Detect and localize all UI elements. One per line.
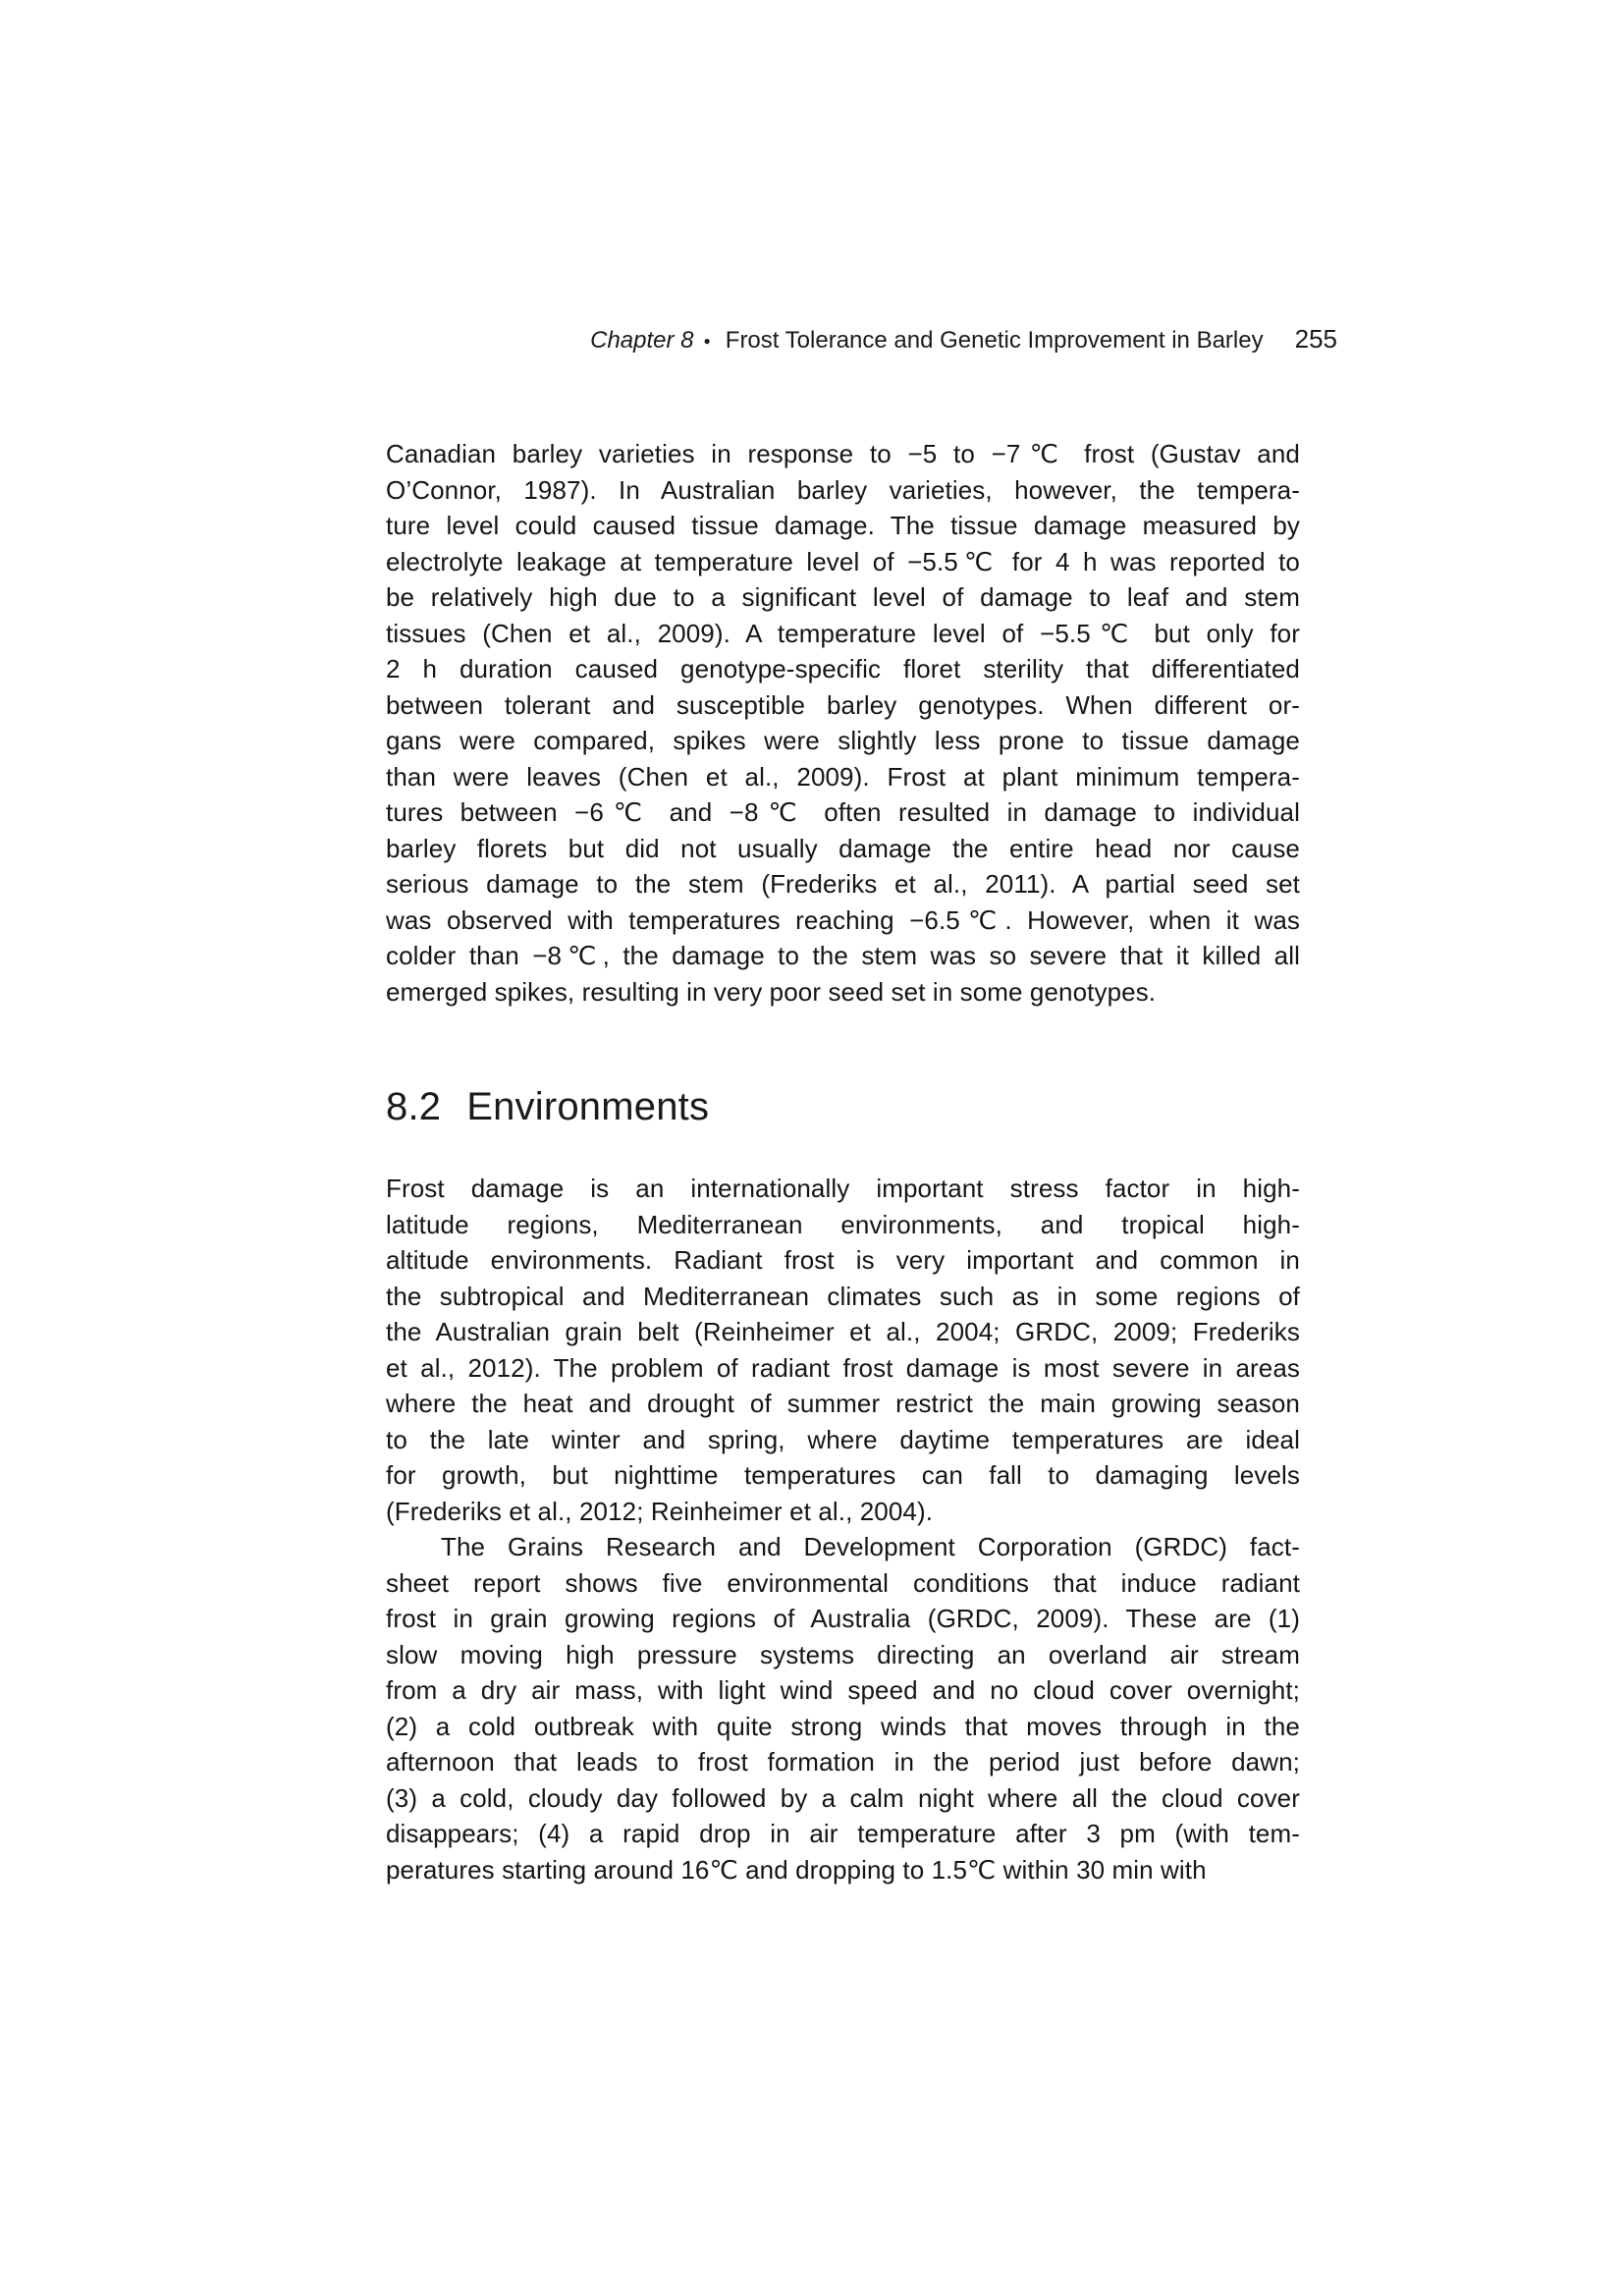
text-line: emerged spikes, resulting in very poor seed set in some genotypes. xyxy=(386,976,1157,1007)
text-line: the Australian grain belt (Reinheimer et al., 2004; GRDC, 2009; Frederiks xyxy=(386,1317,1300,1346)
text-line: (2) a cold outbreak with quite strong winds that moves through in the xyxy=(386,1711,1300,1741)
text-line: (3) a cold, cloudy day followed by a calm night where all the cloud cover xyxy=(386,1782,1300,1813)
text-line: (Frederiks et al., 2012; Reinheimer et al., 2004). xyxy=(386,1496,934,1526)
bullet-separator-icon: ● xyxy=(703,334,711,348)
text-line: Frost damage is an internationally important stress factor in high- xyxy=(386,1174,1300,1203)
text-line: to the late winter and spring, where daytime temperatures are ideal xyxy=(386,1424,1300,1454)
text-line: the subtropical and Mediterranean climates such as in some regions of xyxy=(386,1281,1300,1311)
text-line: sheet report shows five environmental conditions that induce radiant xyxy=(386,1567,1300,1598)
text-line: gans were compared, spikes were slightly less prone to tissue damage xyxy=(386,726,1300,755)
section-number: 8.2 xyxy=(386,1085,442,1128)
page-number: 255 xyxy=(1294,324,1337,354)
text-line: for growth, but nighttime temperatures can fall to damaging levels xyxy=(386,1460,1300,1490)
chapter-label: Chapter 8 xyxy=(590,327,694,354)
running-header xyxy=(386,324,1337,355)
text-line: peratures starting around 16℃ and dropping to 1.5℃ within 30 min with xyxy=(386,1854,1207,1885)
text-line: than were leaves (Chen et al., 2009). Frost at plant minimum tempera- xyxy=(386,761,1300,792)
text-line: O’Connor, 1987). In Australian barley varieties, however, the tempera- xyxy=(386,474,1300,505)
text-line: slow moving high pressure systems directing an overland air stream xyxy=(386,1639,1300,1669)
running-title: Frost Tolerance and Genetic Improvement in Barley xyxy=(725,327,1264,354)
text-line: 2 h duration caused genotype-specific floret sterility that differentiated xyxy=(386,654,1300,683)
text-line: altitude environments. Radiant frost is very important and common in xyxy=(386,1245,1300,1275)
text-line: The Grains Research and Development Corporation (GRDC) fact- xyxy=(441,1532,1300,1561)
body-paragraphs-top xyxy=(386,436,1300,1010)
text-line: ture level could caused tissue damage. The tissue damage measured by xyxy=(386,511,1300,540)
text-line: between tolerant and susceptible barley genotypes. When different or- xyxy=(386,689,1300,720)
paragraph xyxy=(386,436,1300,1010)
text-line: tissues (Chen et al., 2009). A temperature level of −5.5℃ but only for xyxy=(386,618,1300,648)
body-paragraphs-bottom xyxy=(386,1171,1300,1887)
text-line: was observed with temperatures reaching −6.5℃. However, when it was xyxy=(386,904,1300,935)
text-line: serious damage to the stem (Frederiks et al., 2011). A partial seed set xyxy=(386,869,1300,899)
text-line: be relatively high due to a significant level of damage to leaf and stem xyxy=(386,582,1300,612)
text-line: tures between −6℃ and −8℃ often resulted in damage to individual xyxy=(386,797,1300,827)
section-heading xyxy=(386,1083,1300,1130)
text-line: frost in grain growing regions of Australia (GRDC, 2009). These are (1) xyxy=(386,1604,1300,1633)
text-line: et al., 2012). The problem of radiant frost damage is most severe in areas xyxy=(386,1352,1300,1383)
text-line: where the heat and drought of summer restrict the main growing season xyxy=(386,1389,1300,1418)
paragraph xyxy=(386,1171,1300,1529)
text-line: electrolyte leakage at temperature level of −5.5℃ for 4 h was reported to xyxy=(386,546,1300,576)
text-line: latitude regions, Mediterranean environments, and tropical high- xyxy=(386,1209,1300,1239)
text-line: barley florets but did not usually damage the entire head nor cause xyxy=(386,833,1300,863)
text-line: Canadian barley varieties in response to −5 to −7℃ frost (Gustav and xyxy=(386,439,1300,468)
text-line: disappears; (4) a rapid drop in air temperature after 3 pm (with tem- xyxy=(386,1819,1300,1848)
section-title: Environments xyxy=(466,1085,710,1128)
text-line: from a dry air mass, with light wind speed and no cloud cover overnight; xyxy=(386,1675,1300,1705)
text-line: afternoon that leads to frost formation in the period just before dawn; xyxy=(386,1747,1300,1777)
paragraph xyxy=(386,1529,1300,1887)
text-line: colder than −8℃, the damage to the stem was so severe that it killed all xyxy=(386,941,1300,970)
